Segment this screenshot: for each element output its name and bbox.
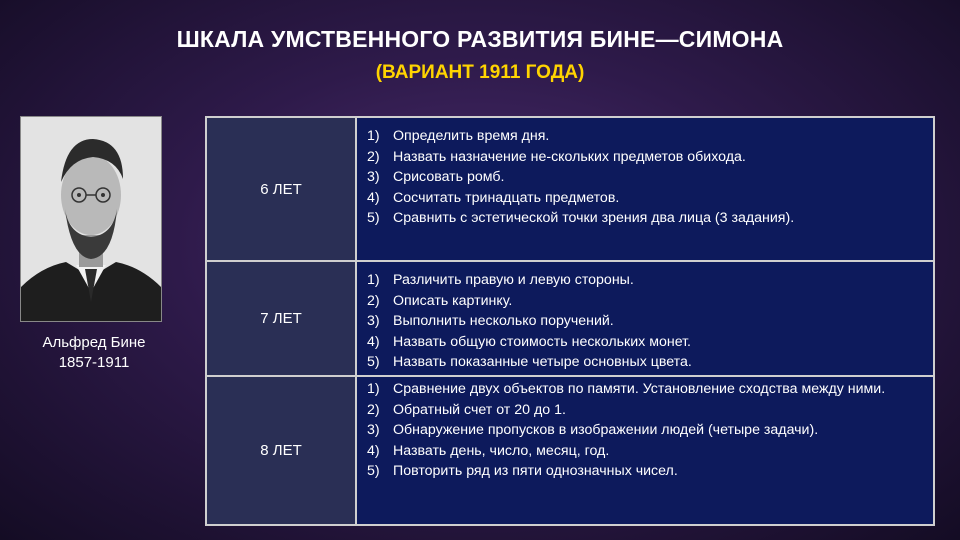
task-item bbox=[367, 291, 925, 312]
task-text: Сравнить с эстетической точки зрения два лица (3 задания). bbox=[393, 210, 795, 226]
portrait-caption bbox=[14, 333, 174, 373]
binet-scale-table bbox=[205, 116, 935, 526]
task-number: 5) bbox=[367, 354, 380, 370]
task-item bbox=[367, 379, 925, 400]
task-number: 2) bbox=[367, 401, 380, 418]
task-number: 4) bbox=[367, 333, 380, 350]
table-row-6 bbox=[207, 118, 933, 262]
task-text: Сосчитать тринадцать предметов. bbox=[393, 189, 620, 206]
task-text: Срисовать ромб. bbox=[393, 169, 505, 185]
task-item bbox=[367, 167, 925, 188]
task-number: 2) bbox=[367, 292, 380, 309]
task-text: Обратный счет от 20 до 1. bbox=[393, 401, 566, 418]
task-item bbox=[367, 352, 925, 373]
task-text: Назвать показанные четыре основных цвета. bbox=[393, 354, 692, 370]
tasks-cell bbox=[357, 262, 933, 375]
tasks-cell bbox=[357, 377, 933, 524]
age-cell: 6 ЛЕТ bbox=[207, 118, 357, 260]
task-item bbox=[367, 332, 925, 353]
task-item bbox=[367, 420, 925, 441]
task-text: Назвать назначение не-скольких предметов обихода. bbox=[393, 148, 746, 165]
table-row-8 bbox=[207, 377, 933, 524]
task-item bbox=[367, 188, 925, 209]
task-number: 3) bbox=[367, 169, 380, 185]
task-number: 4) bbox=[367, 442, 380, 459]
task-text: Назвать общую стоимость нескольких монет. bbox=[393, 333, 691, 350]
task-text: Назвать день, число, месяц, год. bbox=[393, 442, 610, 459]
task-text: Повторить ряд из пяти однозначных чисел. bbox=[393, 463, 678, 479]
task-text: Описать картинку. bbox=[393, 292, 513, 309]
portrait-name: Альфред Бине bbox=[42, 334, 146, 351]
task-item bbox=[367, 270, 925, 291]
tasks-cell bbox=[357, 118, 933, 260]
task-number: 5) bbox=[367, 210, 380, 226]
task-item bbox=[367, 400, 925, 421]
task-number: 4) bbox=[367, 189, 380, 206]
task-text: Выполнить несколько поручений. bbox=[393, 313, 614, 329]
task-text: Определить время дня. bbox=[393, 128, 550, 144]
task-item bbox=[367, 311, 925, 332]
task-item bbox=[367, 461, 925, 482]
task-number: 2) bbox=[367, 148, 380, 165]
page-title: ШКАЛА УМСТВЕННОГО РАЗВИТИЯ БИНЕ—СИМОНА bbox=[176, 26, 784, 52]
task-number: 1) bbox=[367, 272, 380, 288]
age-cell: 7 ЛЕТ bbox=[207, 262, 357, 375]
portrait-years: 1857-1911 bbox=[58, 354, 130, 371]
task-text: Различить правую и левую стороны. bbox=[393, 272, 634, 288]
task-item bbox=[367, 441, 925, 462]
task-item bbox=[367, 147, 925, 168]
task-item bbox=[367, 126, 925, 147]
task-number: 3) bbox=[367, 422, 380, 438]
task-number: 1) bbox=[367, 381, 380, 397]
task-number: 5) bbox=[367, 463, 380, 479]
portrait-photo bbox=[20, 116, 162, 322]
table-row-7 bbox=[207, 262, 933, 377]
portrait-illustration bbox=[21, 117, 161, 321]
task-text: Обнаружение пропусков в изображении людей (четыре задачи). bbox=[393, 422, 819, 438]
page-subtitle: (ВАРИАНТ 1911 ГОДА) bbox=[375, 62, 585, 83]
task-item bbox=[367, 208, 925, 229]
task-number: 3) bbox=[367, 313, 380, 329]
age-cell: 8 ЛЕТ bbox=[207, 377, 357, 524]
task-text: Сравнение двух объектов по памяти. Установление сходства между ними. bbox=[393, 381, 886, 397]
task-number: 1) bbox=[367, 128, 380, 144]
